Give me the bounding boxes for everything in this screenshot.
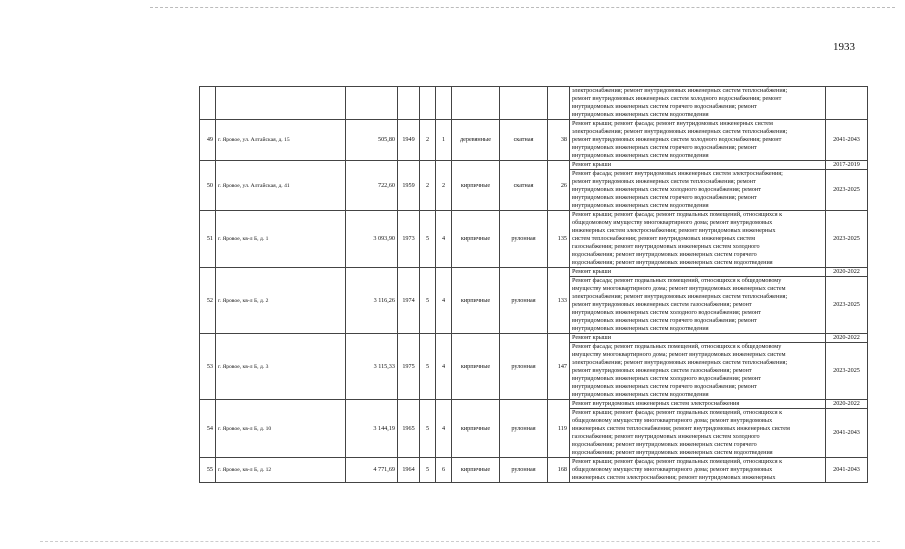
row-number: 50: [200, 161, 216, 211]
work-period: 2041-2043: [826, 120, 868, 161]
work-description: [570, 87, 826, 120]
work-line: внутридомовых инженерных систем горячего водоснабжения; ремонт: [572, 103, 757, 110]
work-line: электроснабжения; ремонт внутридомовых инженерных систем теплоснабжения;: [572, 359, 788, 366]
empty-cell: [436, 87, 452, 120]
table-row: [200, 211, 868, 268]
work-line: Ремонт фасада; ремонт подвальных помещений, относящихся к общедомовому: [572, 343, 782, 350]
residents-count: 133: [548, 268, 570, 334]
work-line: внутридомовых инженерных систем холодного водоснабжения; ремонт: [572, 375, 761, 382]
work-line: общедомовому имуществу многоквартирного дома; ремонт внутридомовых: [572, 219, 773, 226]
work-line: инженерных систем электроснабжения; ремонт внутридомовых инженерных: [572, 474, 776, 481]
house-address: г. Яровое, кв-л Б, д. 12: [216, 458, 346, 483]
house-address: г. Яровое, кв-л Б, д. 1: [216, 211, 346, 268]
work-description: [570, 120, 826, 161]
work-period: 2041-2043: [826, 409, 868, 458]
work-line: ремонт внутридомовых инженерных систем газоснабжения; ремонт: [572, 301, 752, 308]
total-area: 722,60: [346, 161, 398, 211]
total-area: 3 115,33: [346, 334, 398, 400]
roof-type: скатная: [500, 120, 548, 161]
wall-material: кирпичные: [452, 458, 500, 483]
empty-cell: [500, 87, 548, 120]
table-row: [200, 120, 868, 161]
work-line: внутридомовых инженерных систем холодного водоснабжения; ремонт: [572, 309, 761, 316]
table-row: [200, 161, 868, 170]
scan-bottom-edge: [40, 541, 880, 542]
work-description: [570, 343, 826, 400]
work-line: внутридомовых инженерных систем горячего водоснабжения; ремонт: [572, 144, 757, 151]
housing-repair-table: [199, 86, 868, 483]
empty-cell: [216, 87, 346, 120]
construction-year: 1964: [398, 458, 420, 483]
work-line: электроснабжения; ремонт внутридомовых инженерных систем теплоснабжения;: [572, 293, 788, 300]
work-line: Ремонт фасада; ремонт подвальных помещений, относящихся к общедомовому: [572, 277, 782, 284]
work-line: инженерных систем электроснабжения; ремонт внутридомовых инженерных: [572, 227, 776, 234]
empty-cell: [548, 87, 570, 120]
construction-year: 1975: [398, 334, 420, 400]
floors-count: 5: [420, 211, 436, 268]
work-description: [570, 409, 826, 458]
entrances-count: 4: [436, 400, 452, 458]
roof-type: рулонная: [500, 268, 548, 334]
wall-material: деревянные: [452, 120, 500, 161]
floors-count: 5: [420, 268, 436, 334]
floors-count: 2: [420, 120, 436, 161]
work-description: [570, 458, 826, 483]
floors-count: 2: [420, 161, 436, 211]
construction-year: 1973: [398, 211, 420, 268]
work-period: [826, 87, 868, 120]
work-period: 2023-2025: [826, 170, 868, 211]
work-line: Ремонт крыши; ремонт фасада; ремонт подвальных помещений, относящихся к: [572, 211, 783, 218]
table-row: [200, 400, 868, 409]
table-row: [200, 87, 868, 120]
work-period: 2023-2025: [826, 211, 868, 268]
work-period: 2020-2022: [826, 268, 868, 277]
work-description: [570, 400, 826, 409]
empty-cell: [200, 87, 216, 120]
roof-type: рулонная: [500, 400, 548, 458]
work-line: Ремонт внутридомовых инженерных систем электроснабжения: [572, 400, 740, 407]
row-number: 49: [200, 120, 216, 161]
work-line: электроснабжения; ремонт внутридомовых инженерных систем теплоснабжения;: [572, 87, 788, 94]
construction-year: 1949: [398, 120, 420, 161]
work-period: 2023-2025: [826, 277, 868, 334]
entrances-count: 4: [436, 268, 452, 334]
total-area: 3 144,19: [346, 400, 398, 458]
work-period: 2041-2043: [826, 458, 868, 483]
table-row: [200, 334, 868, 343]
wall-material: кирпичные: [452, 211, 500, 268]
house-address: г. Яровое, кв-л Б, д. 2: [216, 268, 346, 334]
work-line: водоснабжения; ремонт внутридомовых инженерных систем горячего: [572, 441, 757, 448]
work-line: внутридомовых инженерных систем водоотведения: [572, 152, 709, 159]
work-line: систем теплоснабжения; ремонт внутридомовых инженерных систем: [572, 235, 756, 242]
work-line: газоснабжения; ремонт внутридомовых инженерных систем холодного: [572, 243, 760, 250]
scan-top-edge: [150, 7, 895, 8]
entrances-count: 1: [436, 120, 452, 161]
empty-cell: [398, 87, 420, 120]
work-description: [570, 211, 826, 268]
work-line: имуществу многоквартирного дома; ремонт внутридомовых инженерных систем: [572, 285, 786, 292]
house-address: г. Яровое, кв-л Б, д. 3: [216, 334, 346, 400]
work-line: внутридомовых инженерных систем водоотведения: [572, 202, 709, 209]
residents-count: 147: [548, 334, 570, 400]
floors-count: 5: [420, 334, 436, 400]
work-line: общедомовому имуществу многоквартирного дома; ремонт внутридомовых: [572, 466, 773, 473]
page-number: 1933: [833, 41, 855, 53]
empty-cell: [452, 87, 500, 120]
work-line: Ремонт крыши; ремонт фасада; ремонт подвальных помещений, относящихся к: [572, 409, 783, 416]
roof-type: рулонная: [500, 334, 548, 400]
roof-type: скатная: [500, 161, 548, 211]
work-line: внутридомовых инженерных систем горячего водоснабжения; ремонт: [572, 383, 757, 390]
total-area: 4 771,69: [346, 458, 398, 483]
work-line: инженерных систем теплоснабжения; ремонт внутридомовых инженерных систем: [572, 425, 790, 432]
work-line: общедомовому имуществу многоквартирного дома; ремонт внутридомовых: [572, 417, 773, 424]
row-number: 53: [200, 334, 216, 400]
floors-count: 5: [420, 458, 436, 483]
work-line: водоснабжения; ремонт внутридомовых инженерных систем водоотведения: [572, 449, 773, 456]
work-line: ремонт внутридомовых инженерных систем холодного водоснабжения; ремонт: [572, 136, 782, 143]
row-number: 54: [200, 400, 216, 458]
table-row: [200, 458, 868, 483]
work-line: Ремонт фасада; ремонт внутридомовых инженерных систем электроснабжения;: [572, 170, 783, 177]
work-description: [570, 334, 826, 343]
wall-material: кирпичные: [452, 161, 500, 211]
work-period: 2020-2022: [826, 334, 868, 343]
construction-year: 1965: [398, 400, 420, 458]
entrances-count: 2: [436, 161, 452, 211]
work-line: ремонт внутридомовых инженерных систем газоснабжения; ремонт: [572, 367, 752, 374]
work-line: электроснабжения; ремонт внутридомовых инженерных систем теплоснабжения;: [572, 128, 788, 135]
entrances-count: 6: [436, 458, 452, 483]
work-line: внутридомовых инженерных систем водоотведения: [572, 325, 709, 332]
table-row: [200, 268, 868, 277]
entrances-count: 4: [436, 211, 452, 268]
house-address: г. Яровое, ул. Алтайская, д. 41: [216, 161, 346, 211]
work-line: внутридомовых инженерных систем горячего водоснабжения; ремонт: [572, 317, 757, 324]
work-period: 2023-2025: [826, 343, 868, 400]
work-line: Ремонт крыши; ремонт фасада; ремонт внутридомовых инженерных систем: [572, 120, 773, 127]
work-description: [570, 268, 826, 277]
house-address: г. Яровое, ул. Алтайская, д. 15: [216, 120, 346, 161]
empty-cell: [420, 87, 436, 120]
work-period: 2017-2019: [826, 161, 868, 170]
row-number: 52: [200, 268, 216, 334]
residents-count: 119: [548, 400, 570, 458]
work-line: Ремонт крыши; ремонт фасада; ремонт подвальных помещений, относящихся к: [572, 458, 783, 465]
wall-material: кирпичные: [452, 400, 500, 458]
work-line: внутридомовых инженерных систем холодного водоснабжения; ремонт: [572, 186, 761, 193]
wall-material: кирпичные: [452, 334, 500, 400]
work-line: водоснабжения; ремонт внутридомовых инженерных систем водоотведения: [572, 259, 773, 266]
wall-material: кирпичные: [452, 268, 500, 334]
roof-type: рулонная: [500, 211, 548, 268]
empty-cell: [346, 87, 398, 120]
construction-year: 1959: [398, 161, 420, 211]
row-number: 55: [200, 458, 216, 483]
house-address: г. Яровое, кв-л Б, д. 10: [216, 400, 346, 458]
work-period: 2020-2022: [826, 400, 868, 409]
entrances-count: 4: [436, 334, 452, 400]
work-line: газоснабжения; ремонт внутридомовых инженерных систем холодного: [572, 433, 760, 440]
total-area: 505,80: [346, 120, 398, 161]
residents-count: 26: [548, 161, 570, 211]
row-number: 51: [200, 211, 216, 268]
work-line: внутридомовых инженерных систем водоотведения: [572, 391, 709, 398]
work-line: внутридомовых инженерных систем водоотведения: [572, 111, 709, 118]
total-area: 3 116,26: [346, 268, 398, 334]
work-description: [570, 170, 826, 211]
work-description: [570, 277, 826, 334]
work-line: Ремонт крыши: [572, 268, 612, 275]
work-line: внутридомовых инженерных систем горячего водоснабжения; ремонт: [572, 194, 757, 201]
total-area: 3 093,90: [346, 211, 398, 268]
work-line: Ремонт крыши: [572, 161, 612, 168]
work-description: [570, 161, 826, 170]
roof-type: рулонная: [500, 458, 548, 483]
residents-count: 38: [548, 120, 570, 161]
work-line: имуществу многоквартирного дома; ремонт внутридомовых инженерных систем: [572, 351, 786, 358]
work-line: Ремонт крыши: [572, 334, 612, 341]
work-line: ремонт внутридомовых инженерных систем холодного водоснабжения; ремонт: [572, 95, 782, 102]
residents-count: 168: [548, 458, 570, 483]
construction-year: 1974: [398, 268, 420, 334]
work-line: водоснабжения; ремонт внутридомовых инженерных систем горячего: [572, 251, 757, 258]
floors-count: 5: [420, 400, 436, 458]
work-line: ремонт внутридомовых инженерных систем теплоснабжения; ремонт: [572, 178, 756, 185]
residents-count: 135: [548, 211, 570, 268]
